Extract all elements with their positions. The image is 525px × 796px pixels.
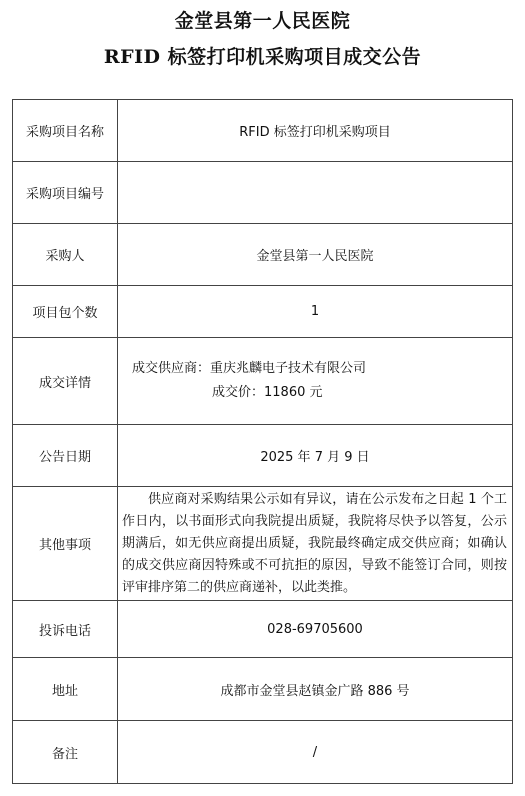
project-name-value: RFID 标签打印机采购项目 — [118, 100, 513, 162]
table-row — [13, 487, 513, 601]
table-row — [13, 425, 513, 487]
other-matters-text: 供应商对采购结果公示如有异议，请在公示发布之日起 1 个工作日内，以书面形式向我院提出质疑，我院将尽快予以答复，公示期满后，如无供应商提出质疑，我院最终确定成交供应商；如确认的成交供应商因特殊或不可抗拒的原因，导致不能签订合同，则按评审排序第二的供应商递补，以此类推。 — [122, 491, 507, 595]
supplier-text: 成交供应商：重庆兆麟电子技术有限公司 — [132, 361, 367, 376]
table-row — [13, 224, 513, 286]
page-title: 金堂县第一人民医院 — [174, 10, 351, 32]
table-row — [13, 338, 513, 425]
table-row — [13, 162, 513, 224]
complaint-phone-value: 028-69705600 — [118, 601, 513, 658]
project-name-label: 采购项目名称 — [13, 100, 118, 162]
deal-details-value — [118, 338, 513, 425]
purchaser-label: 采购人 — [13, 224, 118, 286]
table-row — [13, 100, 513, 162]
announce-date-value: 2025 年 7 月 9 日 — [118, 425, 513, 487]
table-row — [13, 721, 513, 784]
package-count-label: 项目包个数 — [13, 286, 118, 338]
purchaser-value: 金堂县第一人民医院 — [118, 224, 513, 286]
remarks-label: 备注 — [13, 721, 118, 784]
table-row — [13, 601, 513, 658]
other-matters-value — [118, 487, 513, 601]
deal-details-label: 成交详情 — [13, 338, 118, 425]
announce-date-label: 公告日期 — [13, 425, 118, 487]
address-value: 成都市金堂县赵镇金广路 886 号 — [118, 658, 513, 721]
page-subtitle: RFID 标签打印机采购项目成交公告 — [103, 46, 422, 68]
remarks-value: / — [118, 721, 513, 784]
table-row — [13, 286, 513, 338]
package-count-value: 1 — [118, 286, 513, 338]
announcement-table — [12, 99, 513, 784]
address-label: 地址 — [13, 658, 118, 721]
other-matters-label: 其他事项 — [13, 487, 118, 601]
price-text: 成交价：11860 元 — [212, 385, 323, 400]
project-number-label: 采购项目编号 — [13, 162, 118, 224]
complaint-phone-label: 投诉电话 — [13, 601, 118, 658]
table-row — [13, 658, 513, 721]
project-number-value — [118, 162, 513, 224]
